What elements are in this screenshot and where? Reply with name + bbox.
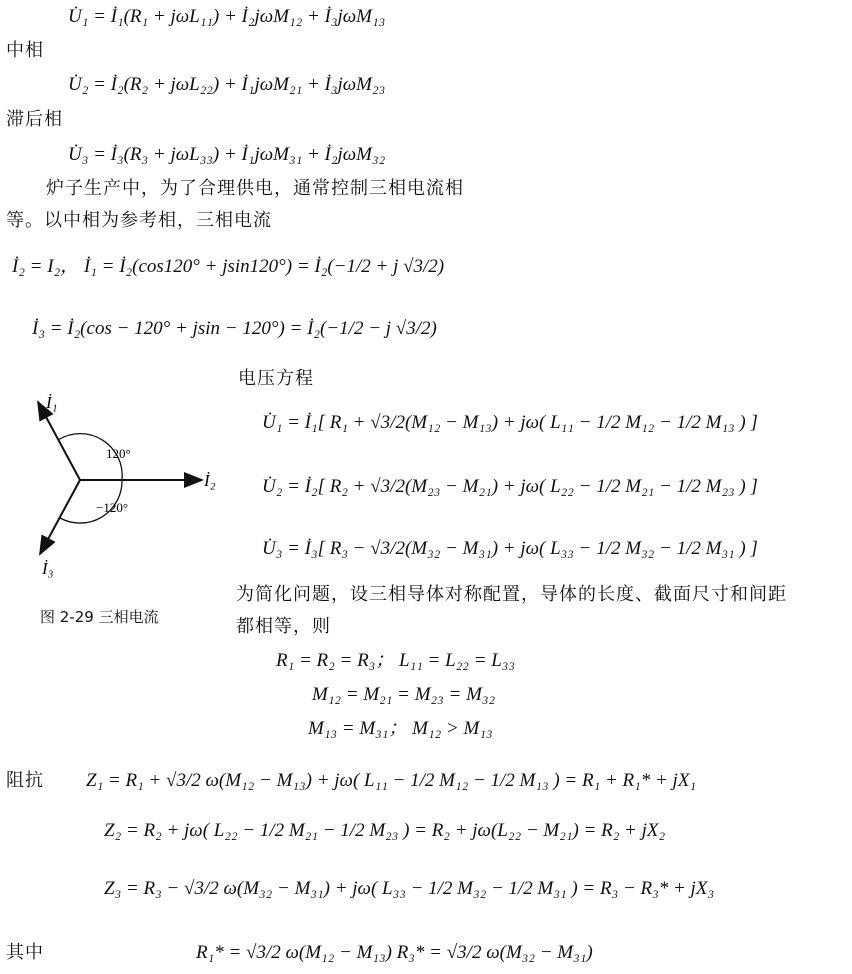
heading-middle-phase: 中相 xyxy=(6,40,44,61)
heading-where: 其中 xyxy=(6,942,44,963)
voltage-equation-3: U̇₃ = İ₃[ R₃ − √3/2(M₃₂ − M₃₁) + jω( L₃₃ − 1/2 M₃₂ − 1/2 M₃₁ ) ] xyxy=(262,538,758,559)
heading-impedance: 阻抗 xyxy=(6,770,44,791)
resistance-definitions: R₁* = √3/2 ω(M₁₂ − M₁₃) R₃* = √3/2 ω(M₃₂ − M₃₁) xyxy=(196,942,593,963)
voltage-equation-1: U̇₁ = İ₁[ R₁ + √3/2(M₁₂ − M₁₃) + jω( L₁₁ − 1/2 M₁₂ − 1/2 M₁₃ ) ] xyxy=(262,412,758,433)
angle-label-negative: −120° xyxy=(96,500,129,515)
equation-u2: U̇₂ = İ₂(R₂ + jωL₂₂) + İ₁jωM₂₁ + İ₃jωM₂₃ xyxy=(68,74,386,95)
label-i3: İ₃ xyxy=(42,559,54,578)
impedance-equation-3: Z₃ = R₃ − √3/2 ω(M₃₂ − M₃₁) + jω( L₃₃ − 1/2 M₃₂ − 1/2 M₃₁ ) = R₃ − R₃* + jX₃ xyxy=(104,878,715,899)
figure-caption: 图 2-29 三相电流 xyxy=(40,608,159,626)
three-phase-current-diagram xyxy=(10,372,230,602)
symmetry-equation-1: R₁ = R₂ = R₃； L₁₁ = L₂₂ = L₃₃ xyxy=(276,650,516,671)
paragraph-2-line-1: 为简化问题，设三相导体对称配置，导体的长度、截面尺寸和间距 xyxy=(236,584,787,605)
current-equation-2: İ₃ = İ₂(cos − 120° + jsin − 120°) = İ₂(−1/2 − j √3/2) xyxy=(32,318,437,339)
paragraph-1-line-2: 等。以中相为参考相，三相电流 xyxy=(6,210,272,231)
symmetry-equation-2: M₁₂ = M₂₁ = M₂₃ = M₃₂ xyxy=(312,684,496,705)
equation-u1: U̇₁ = İ₁(R₁ + jωL₁₁) + İ₂jωM₁₂ + İ₃jωM₁₃ xyxy=(68,6,386,27)
symmetry-equation-3: M₁₃ = M₃₁； M₁₂ > M₁₃ xyxy=(308,718,493,739)
voltage-equation-2: U̇₂ = İ₂[ R₂ + √3/2(M₂₃ − M₂₁) + jω( L₂₂ − 1/2 M₂₁ − 1/2 M₂₃ ) ] xyxy=(262,476,758,497)
paragraph-1-line-1: 炉子生产中，为了合理供电，通常控制三相电流相 xyxy=(46,178,464,199)
impedance-equation-1: Z₁ = R₁ + √3/2 ω(M₁₂ − M₁₃) + jω( L₁₁ − 1/2 M₁₂ − 1/2 M₁₃ ) = R₁ + R₁* + jX₁ xyxy=(86,770,697,791)
heading-voltage-equations: 电压方程 xyxy=(238,368,314,389)
equation-u3: U̇₃ = İ₃(R₃ + jωL₃₃) + İ₁jωM₃₁ + İ₂jωM₃₂ xyxy=(68,144,386,165)
angle-label-positive: 120° xyxy=(106,446,131,461)
impedance-equation-2: Z₂ = R₂ + jω( L₂₂ − 1/2 M₂₁ − 1/2 M₂₃ ) = R₂ + jω(L₂₂ − M₂₁) = R₂ + jX₂ xyxy=(104,820,666,841)
label-i1: İ₁ xyxy=(46,393,58,412)
heading-lagging-phase: 滞后相 xyxy=(6,109,63,130)
paragraph-2-line-2: 都相等，则 xyxy=(236,616,331,637)
phasor-i3-arrow xyxy=(40,480,80,554)
label-i2: İ₂ xyxy=(204,471,216,490)
phasor-i1-arrow xyxy=(38,402,80,480)
current-equation-1: İ₂ = I₂， İ₁ = İ₂(cos120° + jsin120°) = İ₂(−1/2 + j √3/2) xyxy=(12,256,445,277)
